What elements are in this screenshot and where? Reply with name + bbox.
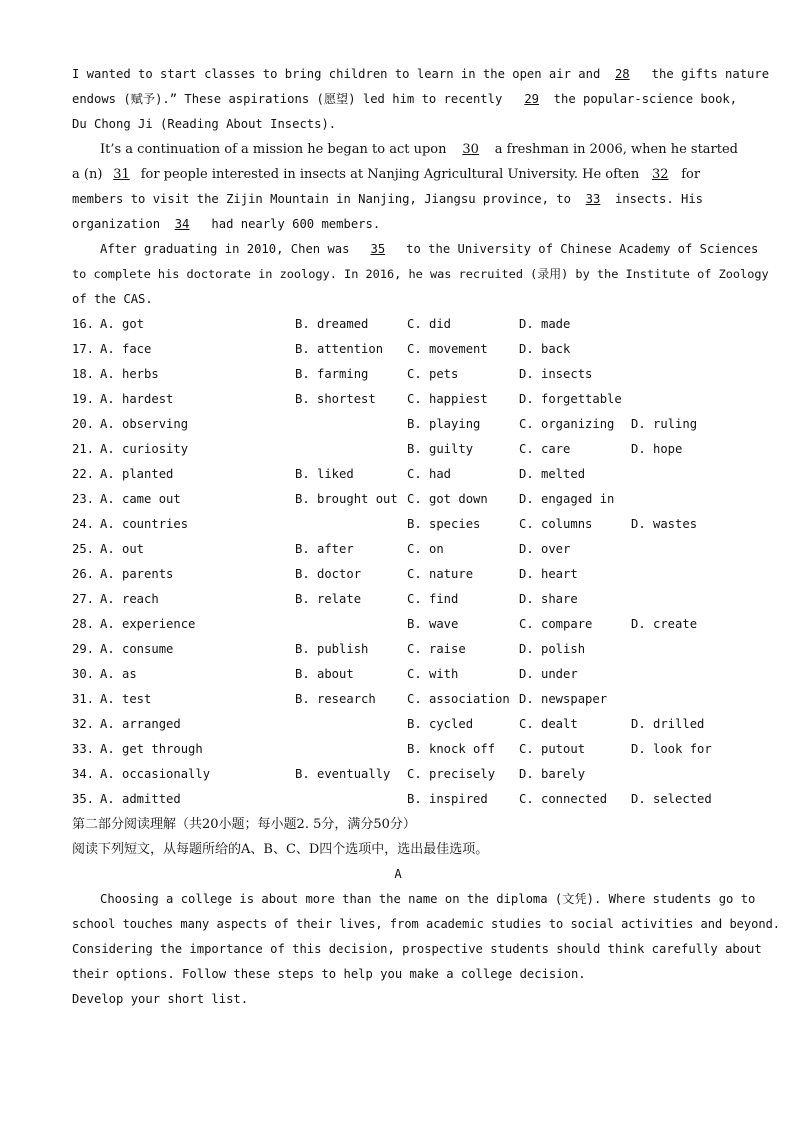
blank-34: 34 — [174, 217, 190, 231]
option-a: A. planted — [100, 467, 174, 481]
option-c: C. got down — [407, 492, 488, 506]
question-33 — [72, 737, 724, 762]
option-c: C. putout — [519, 742, 586, 756]
question-number: 18. — [72, 367, 95, 381]
option-d: D. wastes — [631, 517, 698, 531]
option-a: A. test — [100, 692, 152, 706]
text: a freshman in 2006, when he started — [494, 142, 739, 157]
text: a (n) — [72, 167, 103, 182]
option-a: A. countries — [100, 517, 189, 531]
option-b: B. eventually — [295, 767, 391, 781]
option-b: B. guilty — [407, 442, 474, 456]
text: members to visit the Zijin Mountain in Nanjing, Jiangsu province, to — [72, 192, 571, 206]
option-d: D. share — [519, 592, 578, 606]
question-29 — [72, 637, 724, 662]
question-16 — [72, 312, 724, 337]
option-a: A. face — [100, 342, 152, 356]
passage-line-10 — [72, 287, 724, 312]
option-b: B. about — [295, 667, 354, 681]
option-d: D. melted — [519, 467, 586, 481]
option-d: D. look for — [631, 742, 712, 756]
reading-line-3: Considering the importance of this decision, prospective students should think carefully about — [72, 942, 762, 956]
option-a: A. herbs — [100, 367, 159, 381]
option-a: A. parents — [100, 567, 174, 581]
option-a: A. admitted — [100, 792, 181, 806]
option-d: D. heart — [519, 567, 578, 581]
option-a: A. came out — [100, 492, 181, 506]
option-a: A. got — [100, 317, 145, 331]
option-b: B. species — [407, 517, 481, 531]
question-number: 19. — [72, 392, 95, 406]
question-number: 23. — [72, 492, 95, 506]
option-a: A. reach — [100, 592, 159, 606]
blank-31: 31 — [113, 167, 130, 182]
reading-line-5: Develop your short list. — [72, 992, 249, 1006]
option-a: A. hardest — [100, 392, 174, 406]
option-c: C. connected — [519, 792, 608, 806]
reading-line-2: school touches many aspects of their lives, from academic studies to social activities and beyond. — [72, 917, 781, 931]
option-d: D. ruling — [631, 417, 698, 431]
option-c: C. columns — [519, 517, 593, 531]
option-a: A. consume — [100, 642, 174, 656]
question-21 — [72, 437, 724, 462]
option-b: B. wave — [407, 617, 459, 631]
passage-line-9 — [72, 262, 769, 287]
exam-page — [72, 62, 781, 1012]
text: I wanted to start classes to bring children to learn in the open air and — [72, 67, 601, 81]
text: After graduating in 2010, Chen was — [100, 242, 350, 256]
question-number: 17. — [72, 342, 95, 356]
question-number: 20. — [72, 417, 95, 431]
blank-30: 30 — [462, 142, 479, 157]
option-b: B. doctor — [295, 567, 362, 581]
option-c: C. happiest — [407, 392, 488, 406]
question-23 — [72, 487, 724, 512]
option-b: B. brought out — [295, 492, 398, 506]
question-20 — [72, 412, 724, 437]
option-c: C. association — [407, 692, 510, 706]
passage-line-8 — [72, 237, 759, 262]
option-b: B. research — [295, 692, 376, 706]
option-b: B. playing — [407, 417, 481, 431]
option-a: A. arranged — [100, 717, 181, 731]
option-a: A. get through — [100, 742, 203, 756]
text: insects. His — [614, 192, 704, 206]
option-c: C. movement — [407, 342, 488, 356]
text: organization — [72, 217, 161, 231]
option-a: A. curiosity — [100, 442, 189, 456]
option-a: A. observing — [100, 417, 189, 431]
passage-line-3 — [72, 112, 724, 137]
option-d: D. over — [519, 542, 571, 556]
option-d: D. selected — [631, 792, 712, 806]
option-b: B. dreamed — [295, 317, 369, 331]
option-a: A. experience — [100, 617, 196, 631]
question-number: 35. — [72, 792, 95, 806]
option-a: A. out — [100, 542, 145, 556]
passage-line-1 — [72, 62, 770, 87]
option-b: B. knock off — [407, 742, 496, 756]
option-d: D. back — [519, 342, 571, 356]
option-c: C. did — [407, 317, 452, 331]
question-number: 22. — [72, 467, 95, 481]
option-a: A. occasionally — [100, 767, 211, 781]
option-c: C. dealt — [519, 717, 578, 731]
question-number: 21. — [72, 442, 95, 456]
option-d: D. newspaper — [519, 692, 608, 706]
option-b: B. cycled — [407, 717, 474, 731]
passage-line-7 — [72, 212, 724, 237]
text: for — [681, 167, 701, 182]
question-27 — [72, 587, 724, 612]
text: to the University of Chinese Academy of Sciences — [406, 242, 759, 256]
option-b: B. relate — [295, 592, 362, 606]
blank-28: 28 — [614, 67, 630, 81]
question-35 — [72, 787, 724, 812]
passage-line-2 — [72, 87, 738, 112]
option-d: D. polish — [519, 642, 586, 656]
question-number: 33. — [72, 742, 95, 756]
section-instruction: 阅读下列短文，从每题所给的A、B、C、D四个选项中，选出最佳选项。 — [72, 842, 489, 857]
question-number: 29. — [72, 642, 95, 656]
text: had nearly 600 members. — [211, 217, 381, 231]
option-c: C. care — [519, 442, 571, 456]
passage-line-5 — [72, 162, 724, 187]
question-number: 34. — [72, 767, 95, 781]
question-number: 25. — [72, 542, 95, 556]
option-b: B. liked — [295, 467, 354, 481]
passage-line-6 — [72, 187, 724, 212]
option-d: D. made — [519, 317, 571, 331]
passage-line-4 — [72, 137, 739, 162]
option-b: B. publish — [295, 642, 369, 656]
question-25 — [72, 537, 724, 562]
section-title: 第二部分阅读理解（共20小题；每小题2. 5分，满分50分） — [72, 817, 416, 832]
option-b: B. after — [295, 542, 354, 556]
question-22 — [72, 462, 724, 487]
option-c: C. with — [407, 667, 459, 681]
question-30 — [72, 662, 724, 687]
option-d: D. create — [631, 617, 698, 631]
passage-letter: A — [394, 867, 402, 881]
option-d: D. engaged in — [519, 492, 615, 506]
question-19 — [72, 387, 724, 412]
question-number: 31. — [72, 692, 95, 706]
option-c: C. raise — [407, 642, 466, 656]
text: to complete his doctorate in zoology. In 2016, he was recruited (录用) by the Institute of Zoology — [72, 267, 769, 281]
question-number: 24. — [72, 517, 95, 531]
option-b: B. farming — [295, 367, 369, 381]
option-d: D. hope — [631, 442, 683, 456]
option-c: C. organizing — [519, 417, 615, 431]
question-number: 26. — [72, 567, 95, 581]
option-c: C. had — [407, 467, 452, 481]
option-c: C. on — [407, 542, 444, 556]
option-d: D. barely — [519, 767, 586, 781]
option-c: C. nature — [407, 567, 474, 581]
option-c: C. find — [407, 592, 459, 606]
blank-32: 32 — [651, 167, 669, 182]
question-31 — [72, 687, 724, 712]
question-34 — [72, 762, 724, 787]
option-b: B. shortest — [295, 392, 376, 406]
option-c: C. pets — [407, 367, 459, 381]
question-17 — [72, 337, 724, 362]
question-24 — [72, 512, 724, 537]
blank-29: 29 — [524, 92, 539, 106]
option-d: D. insects — [519, 367, 593, 381]
text: of the CAS. — [72, 292, 153, 306]
option-d: D. under — [519, 667, 578, 681]
question-32 — [72, 712, 724, 737]
question-number: 16. — [72, 317, 95, 331]
blank-35: 35 — [370, 242, 386, 256]
question-28 — [72, 612, 724, 637]
text: Du Chong Ji (Reading About Insects). — [72, 117, 337, 131]
question-number: 30. — [72, 667, 95, 681]
option-a: A. as — [100, 667, 137, 681]
question-number: 32. — [72, 717, 95, 731]
option-d: D. forgettable — [519, 392, 622, 406]
text: for people interested in insects at Nanjing Agricultural University. He often — [140, 167, 640, 182]
option-d: D. drilled — [631, 717, 705, 731]
question-number: 27. — [72, 592, 95, 606]
option-b: B. attention — [295, 342, 384, 356]
question-18 — [72, 362, 724, 387]
question-number: 28. — [72, 617, 95, 631]
text: It’s a continuation of a mission he began to act upon — [100, 142, 447, 157]
blank-33: 33 — [585, 192, 601, 206]
reading-line-1: Choosing a college is about more than the name on the diploma (文凭). Where students go to — [100, 892, 756, 906]
text: endows (赋予).” These aspirations (愿望) led him to recently — [72, 92, 503, 106]
option-c: C. compare — [519, 617, 593, 631]
option-b: B. inspired — [407, 792, 488, 806]
text: the gifts nature — [651, 67, 770, 81]
question-26 — [72, 562, 724, 587]
reading-line-4: their options. Follow these steps to help you make a college decision. — [72, 967, 586, 981]
text: the popular-science book, — [553, 92, 738, 106]
option-c: C. precisely — [407, 767, 496, 781]
